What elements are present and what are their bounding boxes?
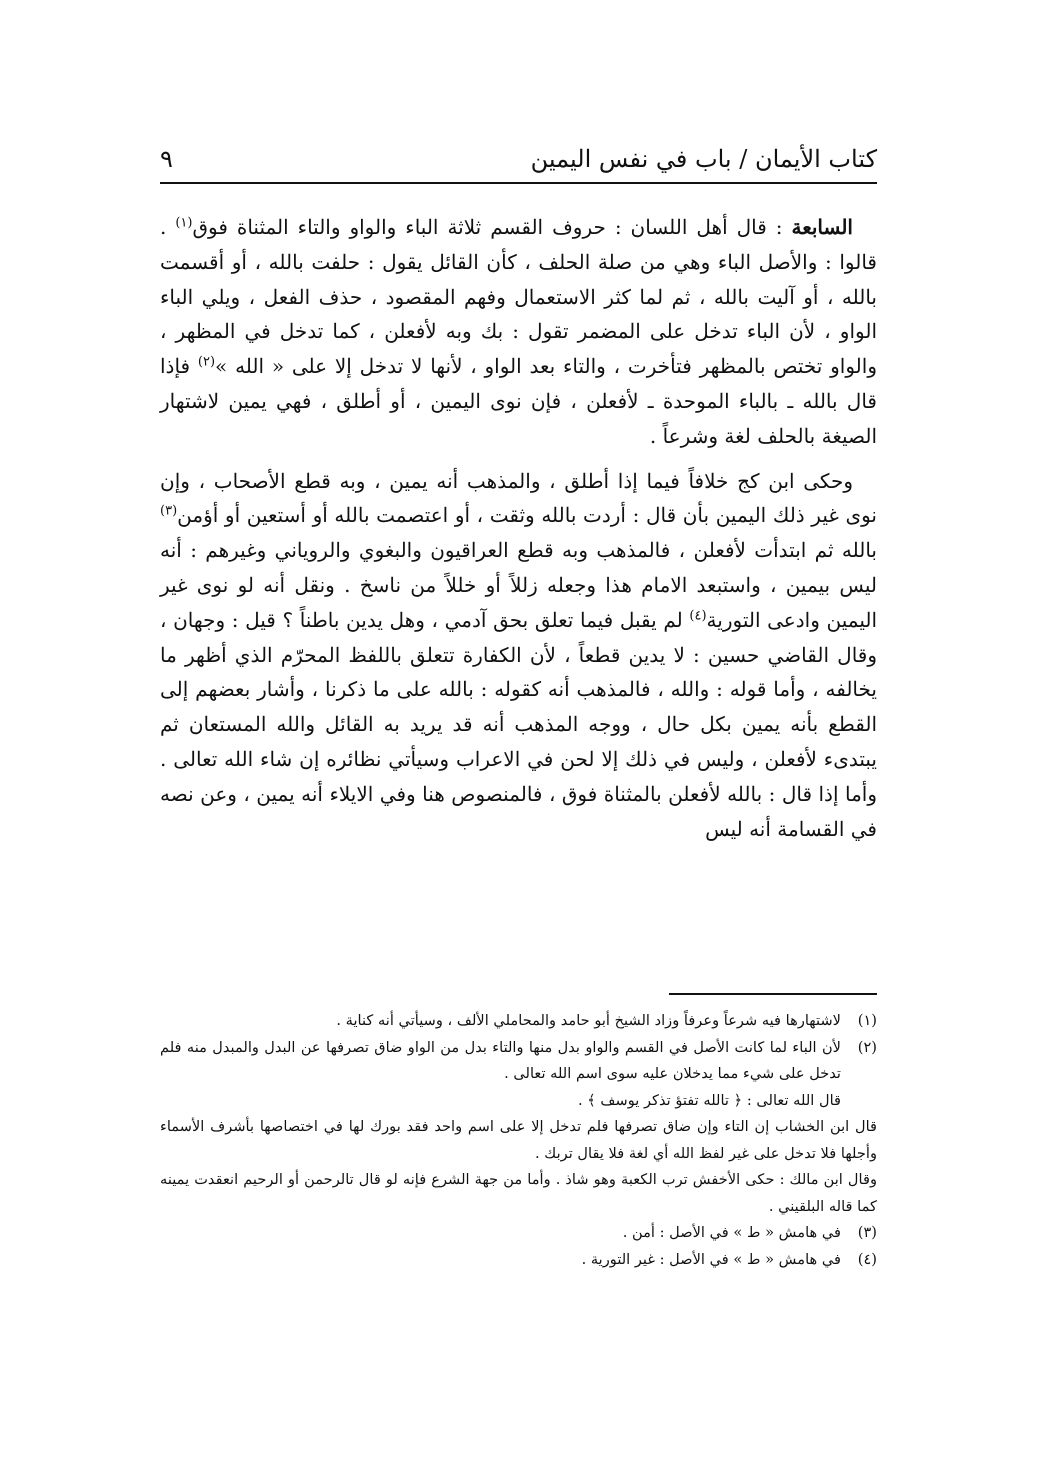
running-header — [160, 142, 877, 186]
footnote-text: لأن الباء لما كانت الأصل في القسم والواو بدل منها والتاء بدل من الواو ضاق تصرفها عن البدل والمبدل منه فلم تدخل على شيء مما يدخلان عليه سوى اسم الله تعالى . — [160, 1038, 841, 1082]
footnote-text: في هامش « ط » في الأصل : غير التورية . — [581, 1250, 841, 1268]
footnote-ref-3[interactable]: (٣) — [160, 503, 178, 519]
footnote-text: في هامش « ط » في الأصل : أمن . — [622, 1224, 841, 1241]
footnote-2 — [160, 1035, 877, 1115]
page-number: ٩ — [160, 145, 173, 173]
paragraph-2-part-3: لم يقبل فيما تعلق بحق آدمي ، وهل يدين باطناً ؟ قيل : وجهان ، وقال القاضي حسين : لا يدين قطعاً ، لأن الكفارة تتعلق باللفظ المحرّم الذي أظهر ما يخالفه ، وأما قوله : والله ، فالمذهب أنه كقوله : بالله على ما ذكرنا ، وأشار بعضهم إلى القطع بأنه يمين بكل حال ، ووجه المذهب أنه قد يريد به القائل والله المستعان ثم يبتدىء لأفعلن ، وليس في ذلك إلا لحن في الاعراب وسيأتي نظائره إن شاء الله تعالى . وأما إذا قال : بالله لأفعلن بالمثناة فوق ، فالمنصوص هنا وفي الايلاء أنه يمين ، وعن نصه في القسامة أنه ليس — [160, 607, 878, 841]
footnote-quote: قال الله تعالى : ﴿ تالله تفتؤ تذكر يوسف ﴾ . — [577, 1091, 841, 1109]
main-text — [160, 210, 877, 846]
footnote-text: لاشتهارها فيه شرعاً وعرفاً وزاد الشيخ أبو حامد والمحاملي الألف ، وسيأتي أنه كناية . — [336, 1012, 841, 1029]
footnote-body — [160, 1008, 841, 1035]
footnote-body — [160, 1035, 841, 1115]
footnote-4 — [160, 1247, 877, 1274]
footnote-ref-4[interactable]: (٤) — [689, 608, 707, 624]
footnote-ref-2[interactable]: (٢) — [197, 354, 216, 370]
paragraph-lead-word: السابعة — [791, 215, 853, 239]
header-divider — [160, 182, 877, 184]
footnote-number: (٢) — [857, 1038, 877, 1056]
footnote-3 — [160, 1220, 877, 1247]
footnote-1 — [160, 1008, 877, 1035]
footnote-body — [160, 1220, 841, 1247]
footnote-number: (٣) — [857, 1224, 877, 1241]
paragraph-1-part-1: : قال أهل اللسان : حروف القسم ثلاثة الباء والواو والتاء المثناة فوق — [192, 215, 792, 239]
footnote-2-continuation-2: وقال ابن مالك : حكى الأخفش ترب الكعبة وهو شاذ . وأما من جهة الشرع فإنه لو قال تالرحمن أو الرحيم انعقدت يمينه كما قاله البلقيني . — [160, 1171, 877, 1215]
footnote-number: (١) — [857, 1012, 877, 1029]
paragraph-1-part-3: فإذا قال بالله ـ بالباء الموحدة ـ لأفعلن ، فإن نوى اليمين ، أو أطلق ، فهي يمين لاشتهار الصيغة بالحلف لغة وشرعاً . — [160, 354, 877, 448]
footnote-2-continuation-1: قال ابن الخشاب إن التاء وإن ضاق تصرفها فلم تدخل إلا على اسم واحد فقد بورك لها في اختصاصها بأشرف الأسماء وأجلها فلا تدخل على غير لفظ الله أي لغة فلا يقال تربك . — [160, 1118, 877, 1162]
footnotes — [160, 1008, 877, 1273]
footnote-ref-1[interactable]: (١) — [175, 215, 193, 231]
footnote-body — [160, 1247, 841, 1274]
footnote-divider — [669, 993, 877, 995]
paragraph-1 — [160, 210, 877, 454]
paragraph-2-part-1: وحكى ابن كج خلافاً فيما إذا أطلق ، والمذهب أنه يمين ، وبه قطع الأصحاب ، وإن نوى غير ذلك اليمين بأن قال : أردت بالله وثقت ، أو اعتصمت بالله أو أستعين أو أؤمن — [160, 468, 877, 528]
paragraph-2 — [160, 464, 877, 847]
paragraph-2-part-2: بالله ثم ابتدأت لأفعلن ، فالمذهب وبه قطع العراقيون والبغوي والروياني وغيرهم : أنه ليس بيمين ، واستبعد الامام هذا وجعله زللاً أو خللاً من ناسخ . ونقل أنه لو نوى غير اليمين وادعى التورية — [160, 538, 877, 632]
paragraph-1-part-2: . قالوا : والأصل الباء وهي من صلة الحلف ، كأن القائل يقول : حلفت بالله ، أو أقسمت بالله ، أو آليت بالله ، ثم لما كثر الاستعمال وفهم المقصود ، حذف الفعل ، ويلي الباء الواو ، لأن الباء تدخل على المضمر تقول : بك وبه لأفعلن ، كما تدخل في المظهر ، والواو تختص بالمظهر فتأخرت ، والتاء بعد الواو ، لأنها لا تدخل إلا على « الله » — [160, 215, 877, 379]
header-title: كتاب الأيمان / باب في نفس اليمين — [530, 145, 877, 173]
footnote-number: (٤) — [857, 1250, 877, 1268]
